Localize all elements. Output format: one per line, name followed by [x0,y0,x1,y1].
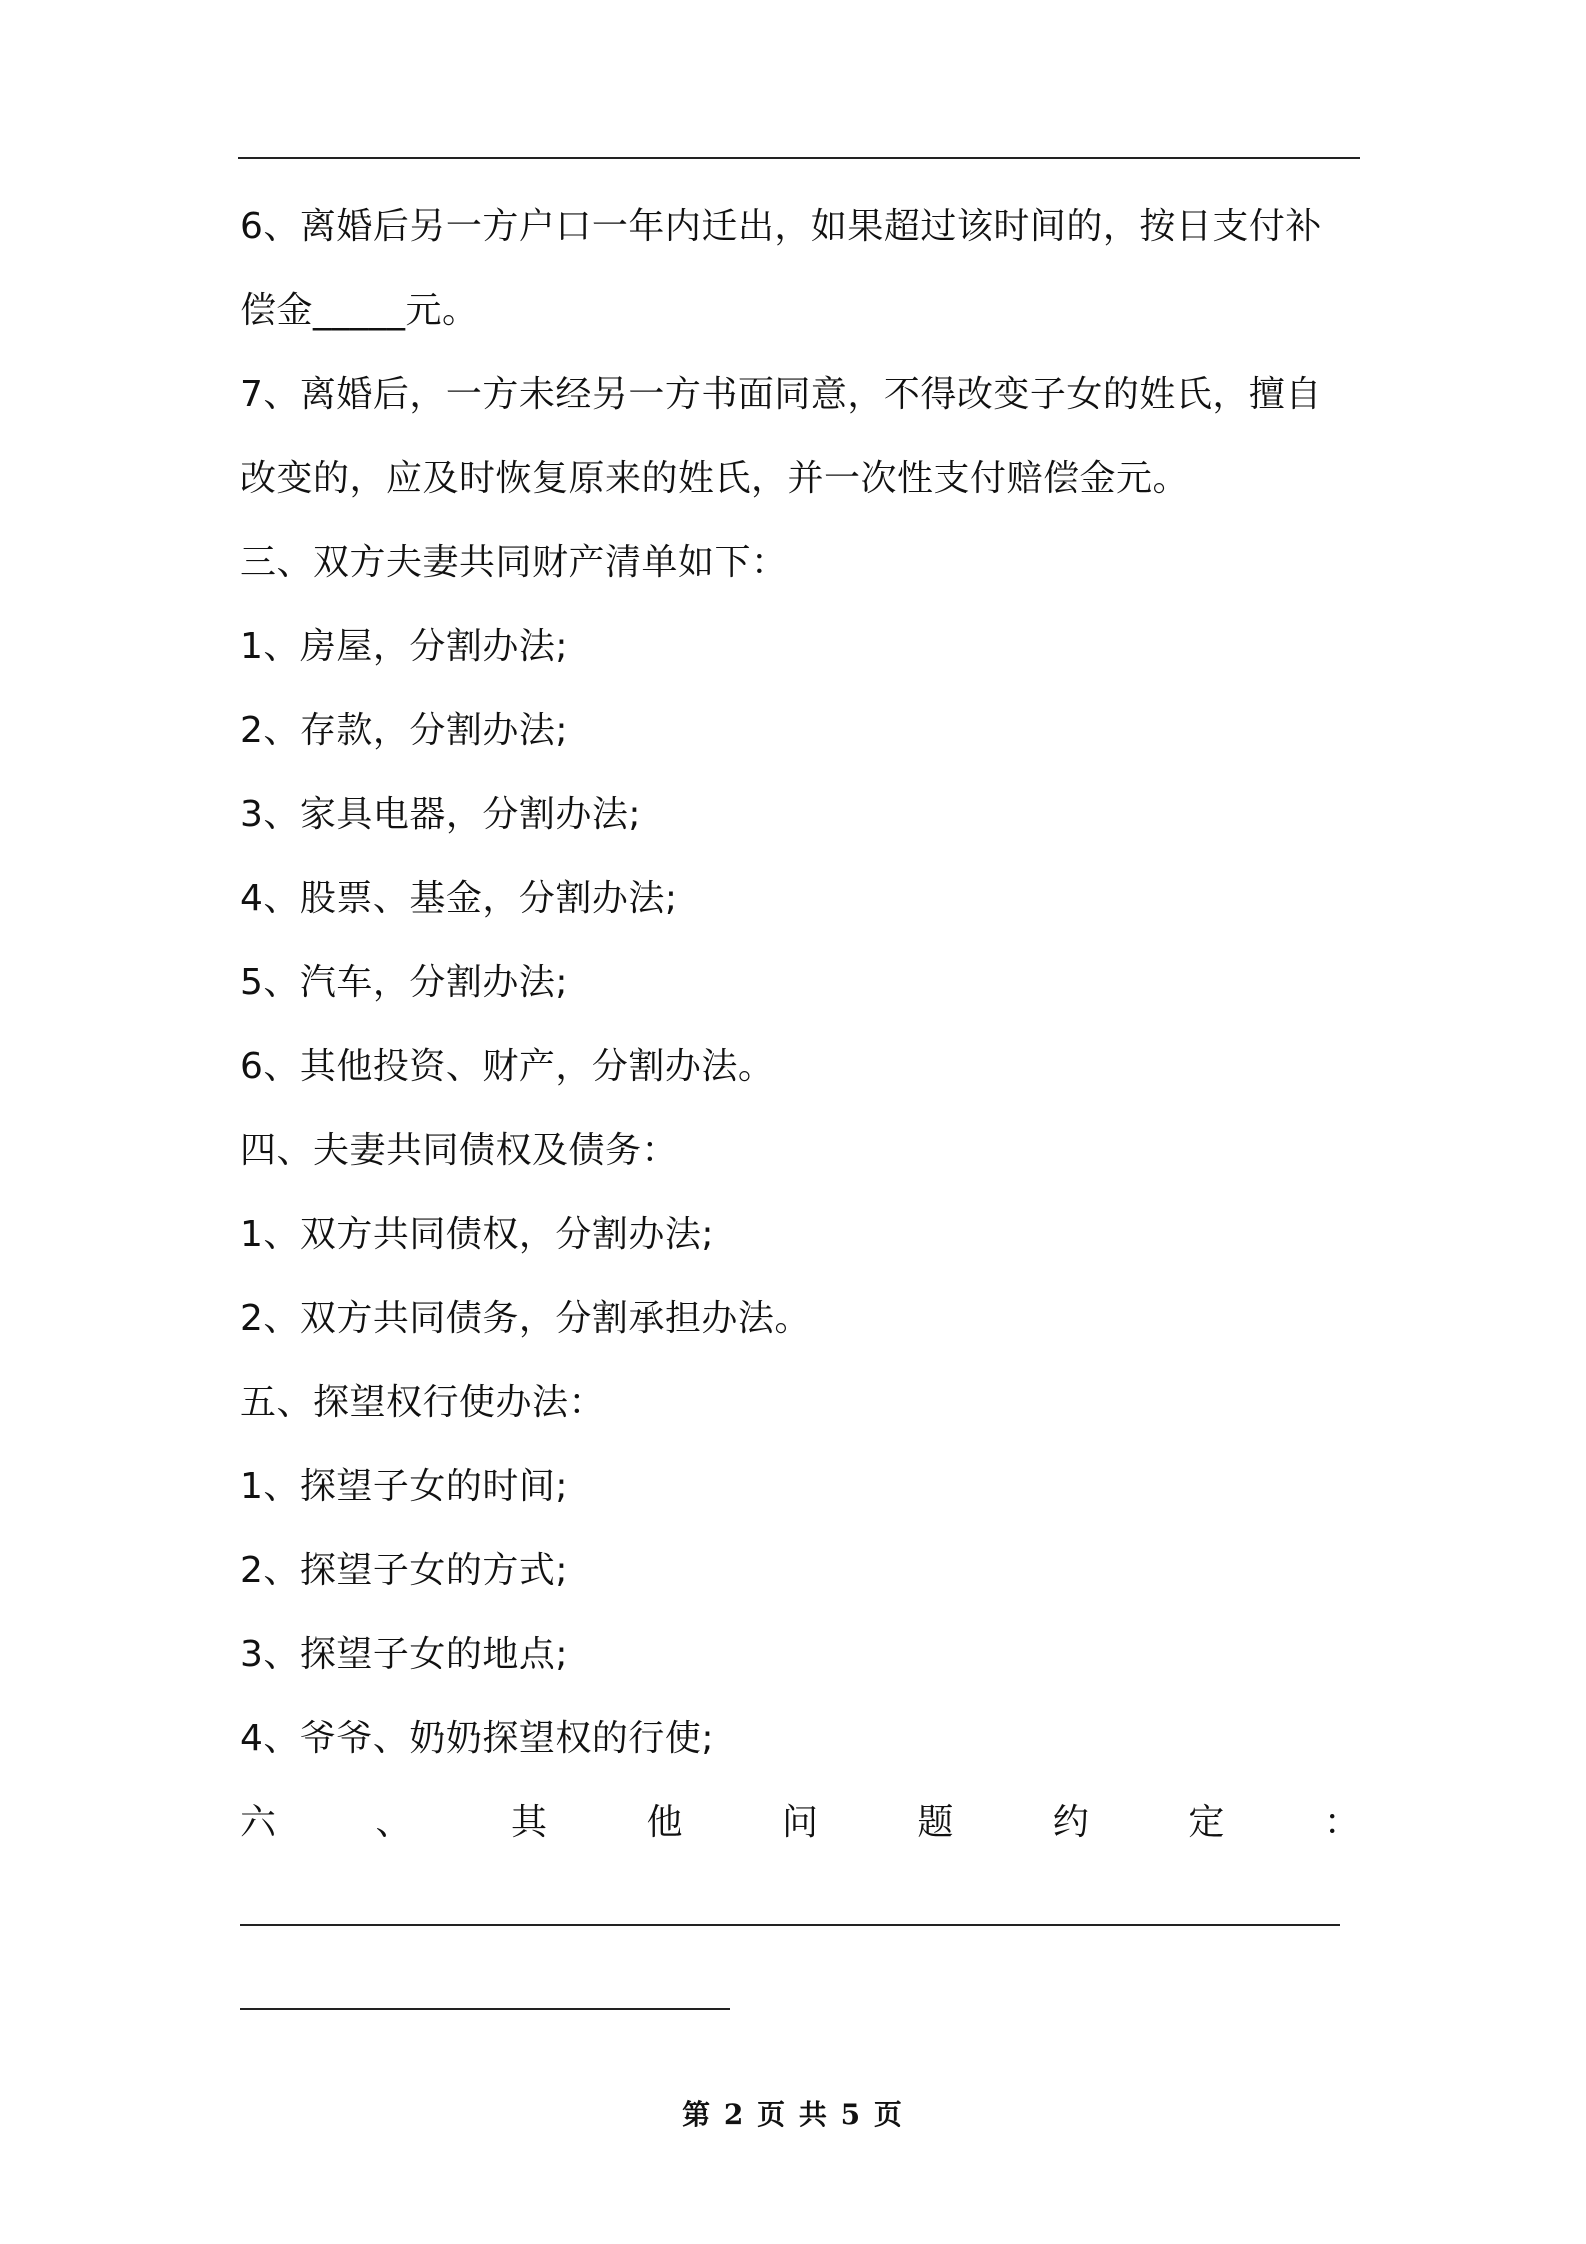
section-heading-justified [240,1801,1360,1845]
text-line: 6、离婚后另一方户口一年内迁出，如果超过该时间的，按日支付补 [240,206,1322,247]
list-item: 1、房屋，分割办法; [240,626,569,667]
section-heading: 三、双方夫妻共同财产清单如下： [240,542,788,583]
text-line: 7、离婚后，一方未经另一方书面同意，不得改变子女的姓氏，擅自 [240,374,1322,415]
list-item: 3、家具电器，分割办法; [240,794,642,835]
heading-char: 他 [646,1802,683,1843]
fill-in-blank-line [240,2008,730,2010]
list-item: 6、其他投资、财产，分割办法。 [240,1046,775,1087]
list-item: 5、汽车，分割办法; [240,962,569,1003]
section-heading: 四、夫妻共同债权及债务： [240,1130,679,1171]
list-item: 4、股票、基金，分割办法; [240,878,678,919]
header-rule [238,157,1360,159]
list-item: 1、探望子女的时间; [240,1466,569,1507]
fill-in-blank-line [240,1924,1340,1926]
list-item: 2、存款，分割办法; [240,710,569,751]
heading-char: ： [1323,1802,1360,1843]
text-line: 改变的，应及时恢复原来的姓氏，并一次性支付赔偿金元。 [240,458,1190,499]
heading-char: 约 [1052,1802,1089,1843]
list-item: 1、双方共同债权，分割办法; [240,1214,715,1255]
section-heading: 五、探望权行使办法： [240,1382,606,1423]
heading-char: 题 [917,1802,954,1843]
list-item: 2、双方共同债务，分割承担办法。 [240,1298,811,1339]
heading-char: 定 [1188,1802,1225,1843]
heading-char: 、 [375,1802,412,1843]
text-line: 偿金_____元。 [240,290,479,331]
heading-char: 问 [781,1802,818,1843]
list-item: 4、爷爷、奶奶探望权的行使; [240,1718,715,1759]
list-item: 2、探望子女的方式; [240,1550,569,1591]
heading-char: 其 [510,1802,547,1843]
heading-char: 六 [240,1802,277,1843]
page-number: 第 2 页 共 5 页 [682,2098,904,2131]
list-item: 3、探望子女的地点; [240,1634,569,1675]
